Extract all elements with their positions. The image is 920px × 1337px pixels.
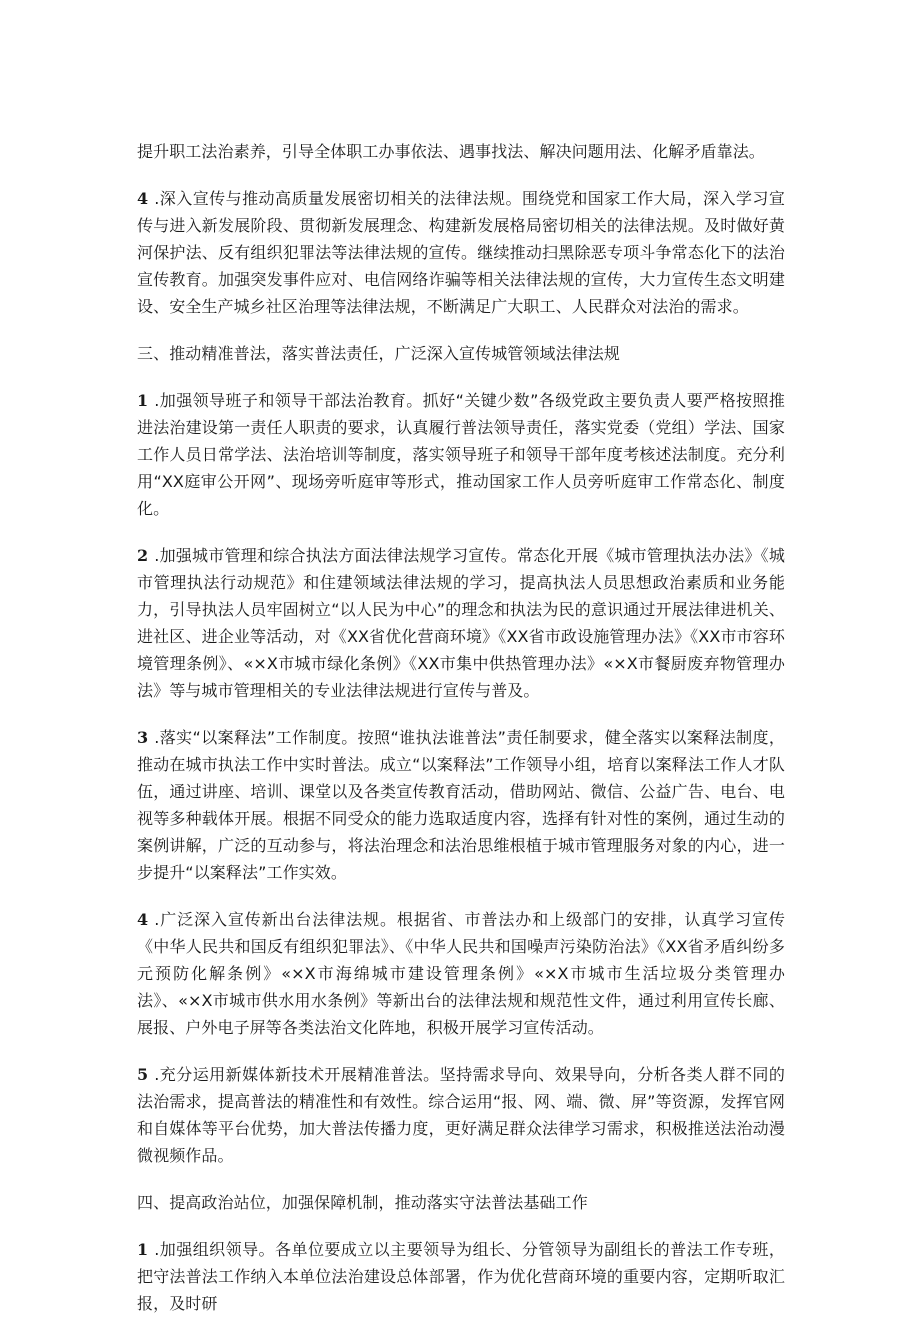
paragraph-text: .充分运用新媒体新技术开展精准普法。坚持需求导向、效果导向，分析各类人群不同的法治需求，提高普法的精准性和有效性。综合运用“报、网、端、微、屏”等资源，发挥官网和自媒体等平台优势，加大普法传播力度，更好满足群众法律学习需求，积极推送法治动漫微视频作品。 <box>137 1065 785 1165</box>
paragraph-text: .深入宣传与推动高质量发展密切相关的法律法规。围绕党和国家工作大局，深入学习宣传与进入新发展阶段、贯彻新发展理念、构建新发展格局密切相关的法律法规。及时做好黄河保护法、反有组织犯罪法等法律法规的宣传。继续推动扫黑除恶专项斗争常态化下的法治宣传教育。加强突发事件应对、电信网络诈骗等相关法律法规的宣传，大力宣传生态文明建设、安全生产城乡社区治理等法律法规，不断满足广大职工、人民群众对法治的需求。 <box>137 189 785 316</box>
paragraph-item-4 <box>137 185 785 320</box>
item-number: 5 <box>137 1065 149 1084</box>
heading-text: 四、提高政治站位，加强保障机制，推动落实守法普法基础工作 <box>137 1193 588 1212</box>
item-number: 4 <box>137 189 149 208</box>
item-number: 3 <box>137 728 149 747</box>
paragraph-item-3 <box>137 724 785 886</box>
paragraph-item-1b <box>137 1236 785 1317</box>
heading-text: 三、推动精准普法，落实普法责任，广泛深入宣传城管领域法律法规 <box>137 344 621 363</box>
document-body <box>137 138 785 1337</box>
paragraph-intro-continuation <box>137 138 785 165</box>
paragraph-item-5 <box>137 1061 785 1169</box>
item-number: 1 <box>137 391 149 410</box>
paragraph-text: .加强领导班子和领导干部法治教育。抓好“关键少数”各级党政主要负责人要严格按照推进法治建设第一责任人职责的要求，认真履行普法领导责任，落实党委（党组）学法、国家工作人员日常学法、法治培训等制度，落实领导班子和领导干部年度考核述法制度。充分利用“XX庭审公开网”、现场旁听庭审等形式，推动国家工作人员旁听庭审工作常态化、制度化。 <box>137 391 785 518</box>
item-number: 2 <box>137 546 149 565</box>
paragraph-item-1 <box>137 387 785 522</box>
item-number: 4 <box>137 910 149 929</box>
paragraph-item-2 <box>137 542 785 704</box>
item-number: 1 <box>137 1240 149 1259</box>
paragraph-text: .落实“以案释法”工作制度。按照“谁执法谁普法”责任制要求，健全落实以案释法制度，推动在城市执法工作中实时普法。成立“以案释法”工作领导小组，培育以案释法工作人才队伍，通过讲座、培训、课堂以及各类宣传教育活动，借助网站、微信、公益广告、电台、电视等多种载体开展。根据不同受众的能力选取适度内容，选择有针对性的案例，通过生动的案例讲解，广泛的互动参与，将法治理念和法治思维根植于城市管理服务对象的内心，进一步提升“以案释法”工作实效。 <box>137 728 785 882</box>
paragraph-text: 提升职工法治素养，引导全体职工办事依法、遇事找法、解决问题用法、化解矛盾靠法。 <box>137 142 765 161</box>
paragraph-item-4b <box>137 906 785 1041</box>
section-heading-4 <box>137 1189 785 1216</box>
paragraph-text: .加强城市管理和综合执法方面法律法规学习宣传。常态化开展《城市管理执法办法》《城市管理执法行动规范》和住建领域法律法规的学习，提高执法人员思想政治素质和业务能力，引导执法人员牢固树立“以人民为中心”的理念和执法为民的意识通过开展法律进机关、进社区、进企业等活动，对《XX省优化营商环境》《XX省市政设施管理办法》《XX市市容环境管理条例》、«×X市城市绿化条例》《XX市集中供热管理办法》«×X市餐厨废弃物管理办法》等与城市管理相关的专业法律法规进行宣传与普及。 <box>137 546 785 700</box>
section-heading-3 <box>137 340 785 367</box>
paragraph-text: .广泛深入宣传新出台法律法规。根据省、市普法办和上级部门的安排，认真学习宣传《中华人民共和国反有组织犯罪法》、《中华人民共和国噪声污染防治法》《XX省矛盾纠纷多元预防化解条例》«×X市海绵城市建设管理条例》«×X市城市生活垃圾分类管理办法》、«×X市城市供水用水条例》等新出台的法律法规和规范性文件，通过利用宣传长廊、展报、户外电子屏等各类法治文化阵地，积极开展学习宣传活动。 <box>137 910 785 1037</box>
paragraph-text: .加强组织领导。各单位要成立以主要领导为组长、分管领导为副组长的普法工作专班，把守法普法工作纳入本单位法治建设总体部署，作为优化营商环境的重要内容，定期听取汇报，及时研 <box>137 1240 785 1313</box>
